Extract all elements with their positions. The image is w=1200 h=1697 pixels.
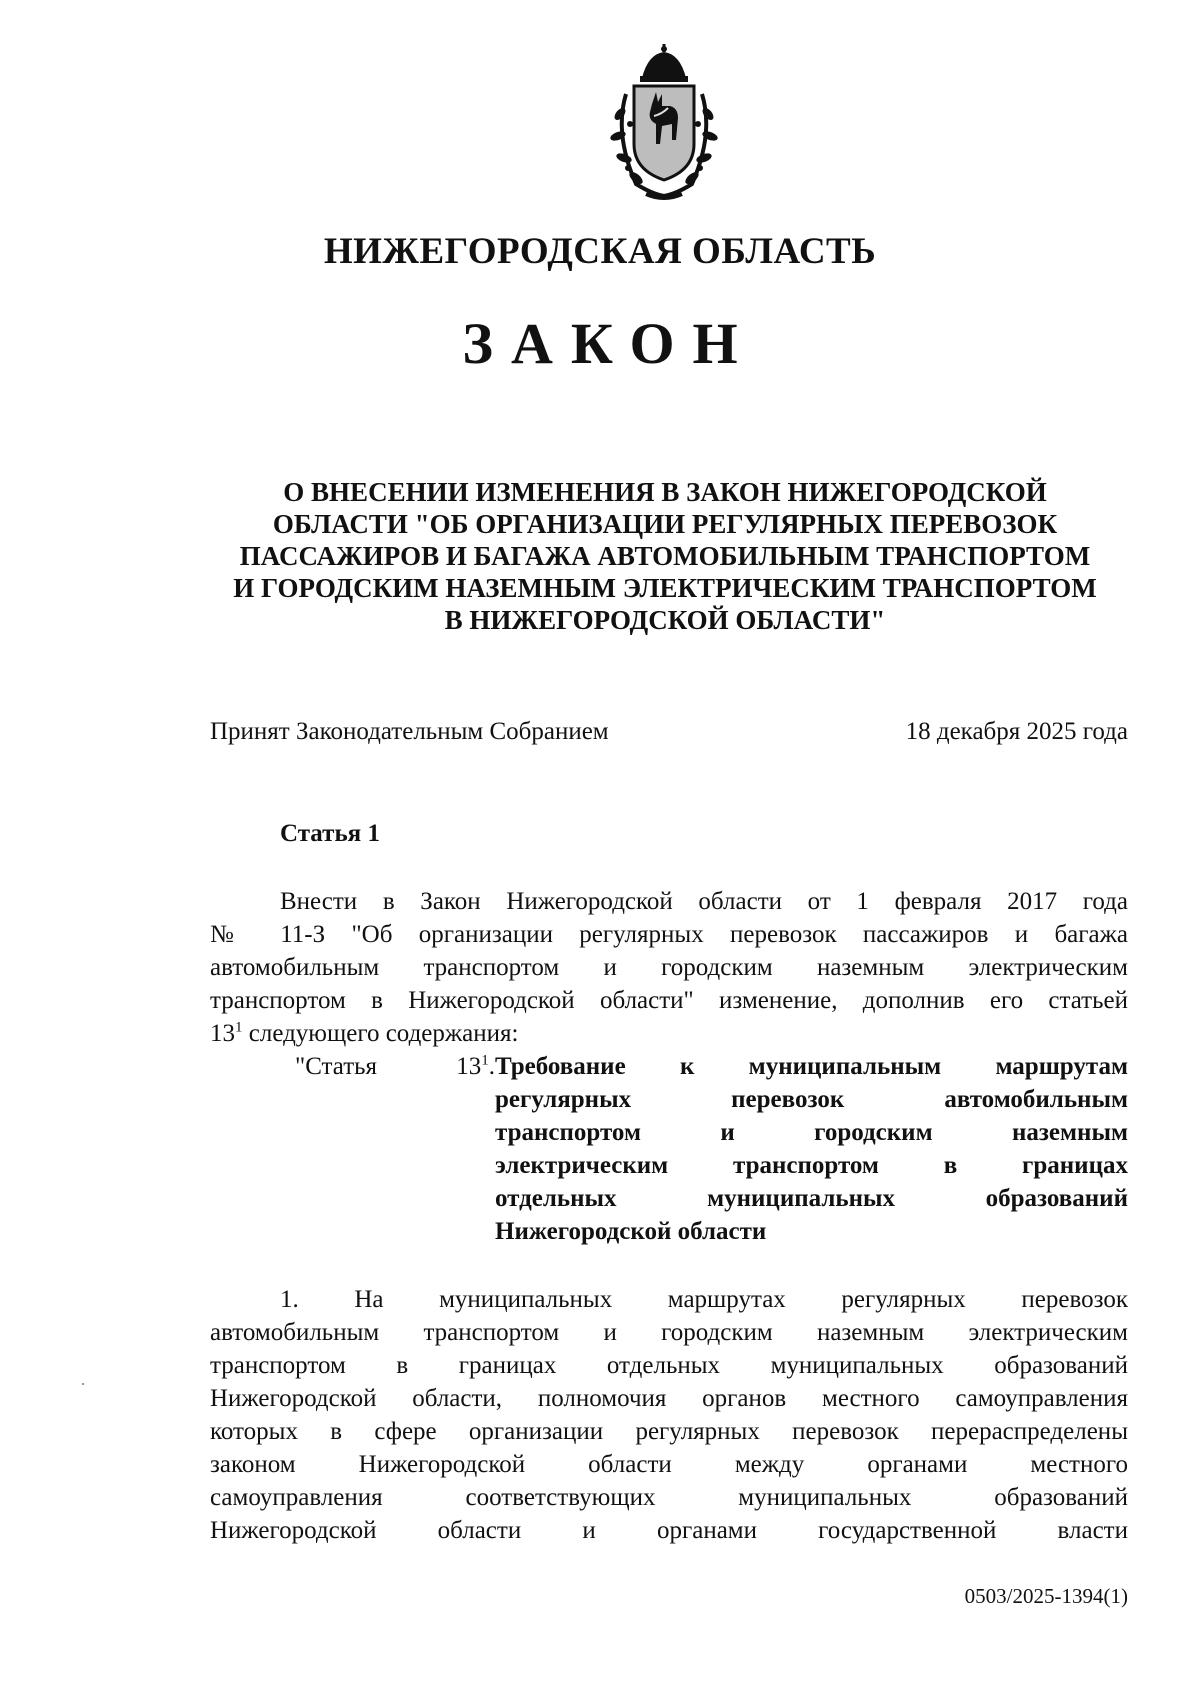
paragraph-line: законом Нижегородской области между органами местного [210, 1451, 1128, 1478]
article-heading: Статья 1 [280, 820, 380, 847]
region-name: НИЖЕГОРОДСКАЯ ОБЛАСТЬ [323, 231, 877, 272]
article-1-paragraph [210, 885, 1128, 1050]
paragraph-line: Внести в Закон Нижегородской области от 1 февраля 2017 года [280, 888, 1128, 915]
point-1-paragraph [210, 1283, 1128, 1547]
scan-speck [82, 1383, 84, 1385]
new-article-number-superscript: 1 [481, 1052, 489, 1069]
document-type: ЗАКОН [462, 311, 756, 376]
adoption-line [210, 718, 1128, 746]
adopted-by: Принят Законодательным Собранием [210, 718, 609, 745]
paragraph-line: транспортом в границах отдельных муниципальных образований [210, 1352, 1128, 1379]
article-number: 13 [210, 1020, 235, 1047]
new-article-title-line: отдельных муниципальных образований [495, 1185, 1128, 1212]
adoption-date: 18 декабря 2025 года [905, 718, 1128, 745]
paragraph-line: автомобильным транспортом и городским наземным электрическим [210, 1319, 1128, 1346]
article-number-superscript: 1 [235, 1019, 243, 1036]
paragraph-line: Нижегородской области, полномочия органов местного самоуправления [210, 1385, 1128, 1412]
new-article-title-line: регулярных перевозок автомобильным [495, 1086, 1128, 1113]
law-title [200, 476, 1130, 636]
new-article-label [295, 1050, 495, 1083]
paragraph-line: № 11-З "Об организации регулярных перевозок пассажиров и багажа [210, 921, 1128, 948]
paragraph-line: 1. На муниципальных маршрутах регулярных перевозок [280, 1286, 1128, 1313]
law-title-line: ОБЛАСТИ "ОБ ОРГАНИЗАЦИИ РЕГУЛЯРНЫХ ПЕРЕВОЗОК [272, 509, 1058, 539]
paragraph-line [210, 1017, 1128, 1050]
law-title-line: ПАССАЖИРОВ И БАГАЖА АВТОМОБИЛЬНЫМ ТРАНСПОРТОМ [239, 541, 1091, 571]
paragraph-line: которых в сфере организации регулярных перевозок перераспределены [210, 1418, 1128, 1445]
new-article-title-line: транспортом и городским наземным [495, 1119, 1128, 1146]
paragraph-line: автомобильным транспортом и городским наземным электрическим [210, 954, 1128, 981]
new-article-title-line: Требование к муниципальным маршрутам [495, 1053, 1128, 1080]
paragraph-line: самоуправления соответствующих муниципальных образований [210, 1484, 1128, 1511]
new-article-title [495, 1050, 1128, 1248]
document-number: 0503/2025-1394(1) [964, 1584, 1128, 1608]
paragraph-line: Нижегородской области и органами государственной власти [210, 1517, 1128, 1544]
law-title-line: И ГОРОДСКИМ НАЗЕМНЫМ ЭЛЕКТРИЧЕСКИМ ТРАНСПОРТОМ [233, 573, 1097, 603]
law-title-line: В НИЖЕГОРОДСКОЙ ОБЛАСТИ" [444, 605, 886, 635]
new-article-label-number-group [456, 1050, 495, 1083]
paragraph-line: транспортом в Нижегородской области" изменение, дополнив его статьей [210, 987, 1128, 1014]
coat-of-arms-emblem [596, 44, 732, 204]
new-article-number: 13 [456, 1053, 482, 1080]
new-article-title-line: Нижегородской области [495, 1218, 767, 1245]
law-title-line: О ВНЕСЕНИИ ИЗМЕНЕНИЯ В ЗАКОН НИЖЕГОРОДСКОЙ [283, 477, 1047, 507]
new-article-label-dot: . [488, 1053, 495, 1080]
new-article-title-line: электрическим транспортом в границах [495, 1152, 1128, 1179]
new-article-label-word: "Статья [295, 1053, 378, 1080]
paragraph-line-rest: следующего содержания: [242, 1020, 519, 1047]
